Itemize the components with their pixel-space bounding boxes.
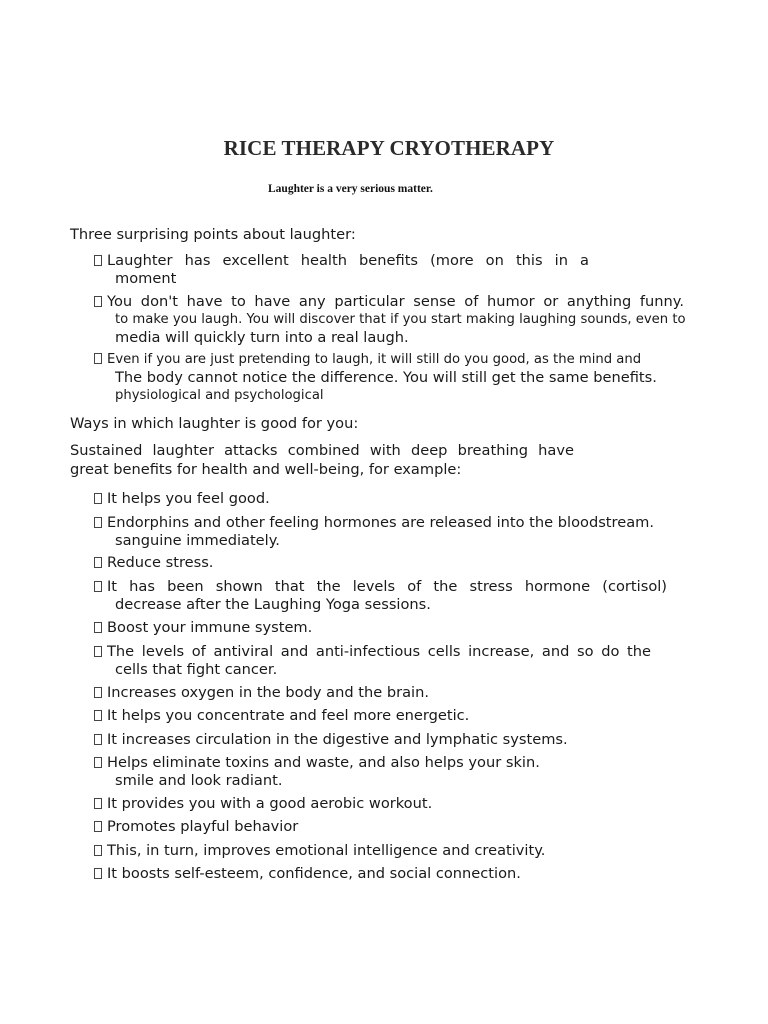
- bullet-icon: [94, 757, 102, 768]
- list-item-text: Endorphins and other feeling hormones are released into the bloodstream.: [107, 514, 654, 531]
- list-item-text: Helps eliminate toxins and waste, and also helps your skin.: [107, 754, 540, 771]
- list-item: [94, 707, 469, 725]
- bullet-icon: [94, 296, 102, 307]
- list-item-text: It helps you concentrate and feel more energetic.: [107, 707, 470, 724]
- list-item-text: The levels of antiviral and anti-infectious cells increase, and so do the: [107, 643, 651, 660]
- list-item-text: Increases oxygen in the body and the brain.: [107, 684, 429, 701]
- bullet-icon: [94, 353, 102, 364]
- bullet-icon: [94, 493, 102, 504]
- list-item-text: Promotes playful behavior: [107, 818, 299, 835]
- bullet-icon: [94, 646, 102, 657]
- list-item: [94, 865, 521, 883]
- intro-heading: Three surprising points about laughter:: [70, 226, 356, 243]
- list-item: [94, 351, 704, 405]
- list-item-text: It boosts self-esteem, confidence, and social connection.: [107, 865, 521, 882]
- list-item: [94, 619, 312, 637]
- list-item-continuation: The body cannot notice the difference. You will still get the same benefits.: [115, 369, 657, 386]
- list-item-continuation: to make you laugh. You will discover that if you start making laughing sounds, even to: [115, 312, 686, 327]
- bullet-icon: [94, 821, 102, 832]
- list-item-continuation: decrease after the Laughing Yoga sessions.: [115, 596, 431, 613]
- bullet-icon: [94, 868, 102, 879]
- list-item-text: Laughter has excellent health benefits (more on this in a: [107, 252, 589, 269]
- list-item: [94, 754, 540, 790]
- list-item: [94, 514, 654, 550]
- list-item-continuation: sanguine immediately.: [115, 532, 280, 549]
- sustained-paragraph: [70, 441, 574, 479]
- bullet-icon: [94, 581, 102, 592]
- bullet-icon: [94, 845, 102, 856]
- ways-heading: Ways in which laughter is good for you:: [70, 415, 359, 432]
- bullet-icon: [94, 798, 102, 809]
- sustained-line-2: great benefits for health and well-being, for example:: [70, 461, 462, 478]
- sustained-line-1: Sustained laughter attacks combined with deep breathing have: [70, 442, 574, 459]
- list-item-text: It provides you with a good aerobic workout.: [107, 795, 433, 812]
- list-item: [94, 684, 429, 702]
- document-title: RICE THERAPY CRYOTHERAPY: [223, 136, 555, 160]
- list-item-text: This, in turn, improves emotional intelligence and creativity.: [107, 842, 546, 859]
- list-item-continuation: smile and look radiant.: [115, 772, 283, 789]
- list-item-text: Even if you are just pretending to laugh, it will still do you good, as the mind and: [107, 352, 642, 367]
- bullet-icon: [94, 734, 102, 745]
- list-item: [94, 818, 298, 836]
- list-item: [94, 554, 213, 572]
- list-item: [94, 795, 432, 813]
- bullet-icon: [94, 687, 102, 698]
- list-item-text: Boost your immune system.: [107, 619, 313, 636]
- list-item: [94, 842, 545, 860]
- list-item-continuation: media will quickly turn into a real laugh.: [115, 329, 409, 346]
- list-item-text: It helps you feel good.: [107, 490, 270, 507]
- bullet-icon: [94, 710, 102, 721]
- list-item: [94, 731, 568, 749]
- list-item-continuation: moment: [115, 270, 177, 287]
- bullet-icon: [94, 622, 102, 633]
- list-item-continuation: physiological and psychological: [115, 388, 324, 403]
- bullet-icon: [94, 255, 102, 266]
- list-item: [94, 578, 667, 614]
- list-item: [94, 643, 651, 679]
- list-item: [94, 293, 684, 347]
- document-subtitle: Laughter is a very serious matter.: [268, 183, 433, 195]
- list-item-text: Reduce stress.: [107, 554, 214, 571]
- list-item-text: It has been shown that the levels of the stress hormone (cortisol): [107, 578, 667, 595]
- bullet-icon: [94, 557, 102, 568]
- bullet-icon: [94, 517, 102, 528]
- list-item-text: It increases circulation in the digestive and lymphatic systems.: [107, 731, 568, 748]
- list-item: [94, 490, 270, 508]
- list-item: [94, 252, 589, 288]
- list-item-text: You don't have to have any particular sense of humor or anything funny.: [107, 293, 684, 310]
- list-item-continuation: cells that fight cancer.: [115, 661, 278, 678]
